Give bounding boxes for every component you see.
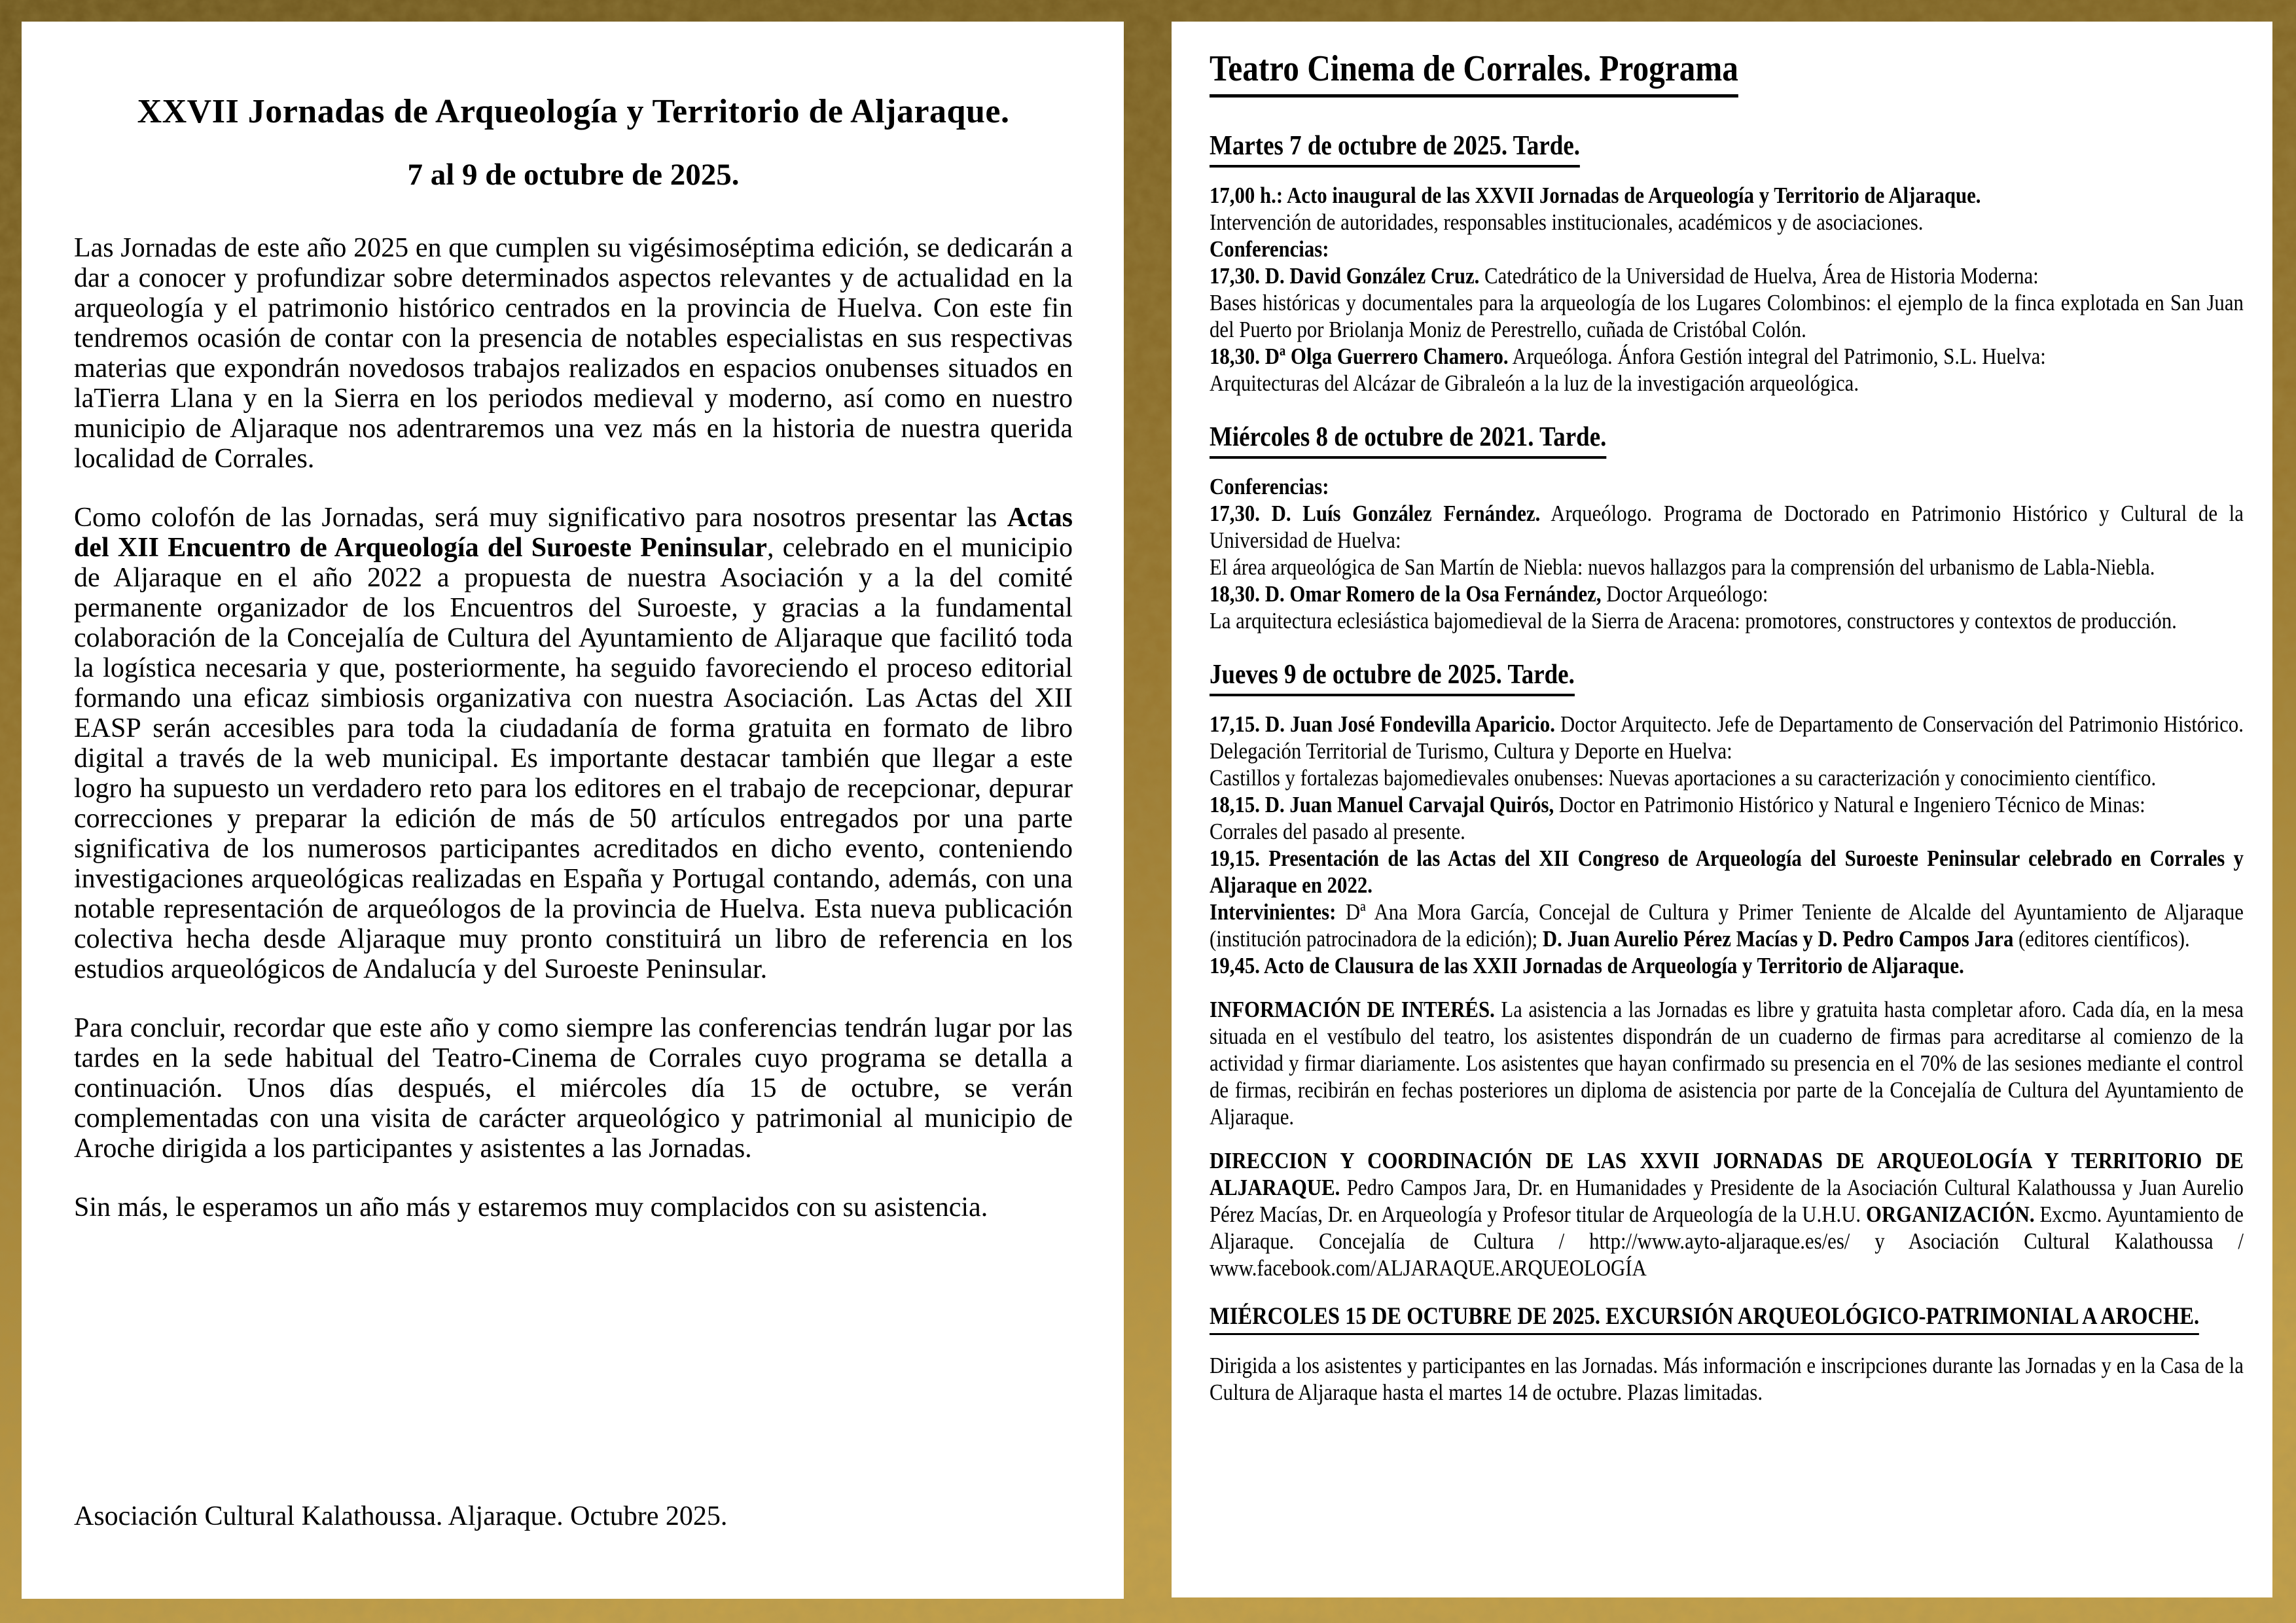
speakers-line: Intervinientes: Dª Ana Mora García, Concejal de Cultura y Primer Teniente de Alcalde del Ayuntamiento de Aljaraque (institución patrocinadora de la edición); D. Juan Aurelio Pérez Macías y D. Pedro Campos Jara (editores científicos).	[1210, 899, 2244, 952]
day-heading-miercoles: Miércoles 8 de octubre de 2021. Tarde.	[1210, 421, 1606, 459]
direction-paragraph: DIRECCION Y COORDINACIÓN DE LAS XXVII JORNADAS DE ARQUEOLOGÍA Y TERRITORIO DE ALJARAQUE. Pedro Campos Jara, Dr. en Humanidades y Presidente de la Asociación Cultural Kalathoussa y Juan Aurelio Pérez Macías, Dr. en Arqueología y Profesor titular de Arqueología de la U.H.U. ORGANIZACIÓN. Excmo. Ayuntamiento de Aljaraque. Concejalía de Cultura / http://www.ayto-aljaraque.es/es/ y Asociación Cultural Kalathoussa / www.facebook.com/ALJARAQUE.ARQUEOLOGÍA	[1210, 1148, 2244, 1281]
closing-paragraph: Sin más, le esperamos un año más y estaremos muy complacidos con su asistencia.	[74, 1192, 988, 1222]
excursion-paragraph: Dirigida a los asistentes y participantes en las Jornadas. Más información e inscripciones durante las Jornadas y en la Casa de la Cultura de Aljaraque hasta el martes 14 de octubre. Plazas limitadas.	[1210, 1353, 2244, 1405]
day-heading-jueves-row	[1210, 659, 2244, 696]
program-title-row	[1210, 48, 2244, 98]
info-paragraph: INFORMACIÓN DE INTERÉS. La asistencia a las Jornadas es libre y gratuita hasta completar aforo. Cada día, en la mesa situada en el vestíbulo del teatro, los asistentes dispondrán de un cuaderno de firmas para acreditarse al comienzo de la actividad y firmar diariamente. Los asistentes que hayan confirmado su presencia en el 70% de las sesiones mediante el control de firmas, recibirán en fechas posteriores un diploma de asistencia por parte de la Concejalía de Cultura del Ayuntamiento de Aljaraque.	[1210, 997, 2244, 1130]
event-dates: 7 al 9 de octubre de 2025.	[407, 158, 740, 192]
actas-presentation-line: 19,15. Presentación de las Actas del XII Congreso de Arqueología del Suroeste Peninsular celebrado en Corrales y Aljaraque en 2022.	[1210, 846, 2244, 898]
footer-credit: Asociación Cultural Kalathoussa. Aljaraque. Octubre 2025.	[74, 1501, 728, 1531]
conferences-label: Conferencias:	[1210, 236, 1329, 262]
excursion-heading-row	[1210, 1302, 2244, 1335]
day-heading-martes: Martes 7 de octubre de 2025. Tarde.	[1210, 130, 1580, 168]
conference-entry: 18,15. D. Juan Manuel Carvajal Quirós, Doctor en Patrimonio Histórico y Natural e Ingeniero Técnico de Minas:	[1210, 792, 2145, 817]
conference-entry: 18,30. Dª Olga Guerrero Chamero. Arqueóloga. Ánfora Gestión integral del Patrimonio, S.L. Huelva:	[1210, 344, 2046, 369]
venue-paragraph: Para concluir, recordar que este año y como siempre las conferencias tendrán lugar por las tardes en la sede habitual del Teatro-Cinema de Corrales cuyo programa se detalla a continuación. Unos días después, el miércoles día 15 de octubre, se verán complementadas con una visita de carácter arqueológico y patrimonial al municipio de Aroche dirigida a los participantes y asistentes a las Jornadas.	[74, 1013, 1073, 1164]
day-heading-martes-row	[1210, 130, 2244, 168]
conference-entry: 17,15. D. Juan José Fondevilla Aparicio. Doctor Arquitecto. Jefe de Departamento de Conservación del Patrimonio Histórico. Delegación Territorial de Turismo, Cultura y Deporte en Huelva:	[1210, 711, 2244, 764]
conference-entry: 17,30. D. David González Cruz. Catedrático de la Universidad de Huelva, Área de Historia Moderna:	[1210, 263, 2039, 289]
lecture-title: Castillos y fortalezas bajomedievales onubenses: Nuevas aportaciones a su caracterización y conocimiento científico.	[1210, 765, 2157, 791]
left-page	[22, 22, 1124, 1599]
event-title: XXVII Jornadas de Arqueología y Territorio de Aljaraque.	[137, 93, 1010, 130]
conference-entry: 17,30. D. Luís González Fernández. Arqueólogo. Programa de Doctorado en Patrimonio Histórico y Cultural de la Universidad de Huelva:	[1210, 501, 2244, 553]
lecture-title: Corrales del pasado al presente.	[1210, 819, 1465, 844]
excursion-heading: MIÉRCOLES 15 DE OCTUBRE DE 2025. EXCURSIÓN ARQUEOLÓGICO-PATRIMONIAL A AROCHE.	[1210, 1302, 2199, 1335]
program-content	[1210, 48, 2244, 1406]
intervention-line: Intervención de autoridades, responsables institucionales, académicos y de asociaciones.	[1210, 209, 1924, 235]
closing-act-line: 19,45. Acto de Clausura de las XXII Jornadas de Arqueología y Territorio de Aljaraque.	[1210, 953, 1964, 978]
day-heading-miercoles-row	[1210, 421, 2244, 459]
lecture-title: Arquitecturas del Alcázar de Gibraleón a la luz de la investigación arqueológica.	[1210, 370, 1859, 396]
inaugural-act-line: 17,00 h.: Acto inaugural de las XXVII Jornadas de Arqueología y Territorio de Aljaraque.	[1210, 183, 1981, 208]
right-page	[1172, 22, 2272, 1597]
lecture-title: El área arqueológica de San Martín de Niebla: nuevos hallazgos para la comprensión del urbanismo de Labla-Niebla.	[1210, 554, 2155, 580]
lecture-title: La arquitectura eclesiástica bajomedieval de la Sierra de Aracena: promotores, constructores y contextos de producción.	[1210, 608, 2177, 633]
conference-entry: 18,30. D. Omar Romero de la Osa Fernández, Doctor Arqueólogo:	[1210, 581, 1768, 607]
actas-paragraph: Como colofón de las Jornadas, será muy significativo para nosotros presentar las Actas del XII Encuentro de Arqueología del Suroeste Peninsular, celebrado en el municipio de Aljaraque en el año 2022 a propuesta de nuestra Asociación y a la del comité permanente organizador de los Encuentros del Suroeste, y gracias a la fundamental colaboración de la Concejalía de Cultura del Ayuntamiento de Aljaraque que facilitó toda la logística necesaria y que, posteriormente, ha seguido favoreciendo el proceso editorial formando una eficaz simbiosis organizativa con nuestra Asociación. Las Actas del XII EASP serán accesibles para toda la ciudadanía de forma gratuita en formato de libro digital a través de la web municipal. Es importante destacar también que llegar a este logro ha supuesto un verdadero reto para los editores en el trabajo de recepcionar, depurar correcciones y preparar la edición de más de 50 artículos entregados por una parte significativa de los numerosos participantes acreditados en dicho evento, conteniendo investigaciones arqueológicas realizadas en España y Portugal contando, además, con una notable representación de arqueólogos de la provincia de Huelva. Esta nueva publicación colectiva hecha desde Aljaraque muy pronto constituirá un libro de referencia en los estudios arqueológicos de Andalucía y del Suroeste Peninsular.	[74, 503, 1073, 984]
intro-paragraph: Las Jornadas de este año 2025 en que cumplen su vigésimoséptima edición, se dedicarán a dar a conocer y profundizar sobre determinados aspectos relevantes y de actualidad en la arqueología y el patrimonio histórico centrados en la provincia de Huelva. Con este fin tendremos ocasión de contar con la presencia de notables especialistas en sus respectivas materias que expondrán novedosos trabajos realizados en espacios onubenses situados en laTierra Llana y en la Sierra en los periodos medieval y moderno, así como en nuestro municipio de Aljaraque nos adentraremos una vez más en la historia de nuestra querida localidad de Corrales.	[74, 233, 1073, 474]
program-title: Teatro Cinema de Corrales. Programa	[1210, 48, 1738, 98]
conferences-label: Conferencias:	[1210, 474, 1329, 499]
left-body	[74, 233, 1073, 1222]
lecture-title: Bases históricas y documentales para la arqueología de los Lugares Colombinos: el ejemplo de la finca explotada en San Juan del Puerto por Briolanja Moniz de Perestrello, cuñada de Cristóbal Colón.	[1210, 290, 2244, 342]
day-heading-jueves: Jueves 9 de octubre de 2025. Tarde.	[1210, 659, 1575, 696]
